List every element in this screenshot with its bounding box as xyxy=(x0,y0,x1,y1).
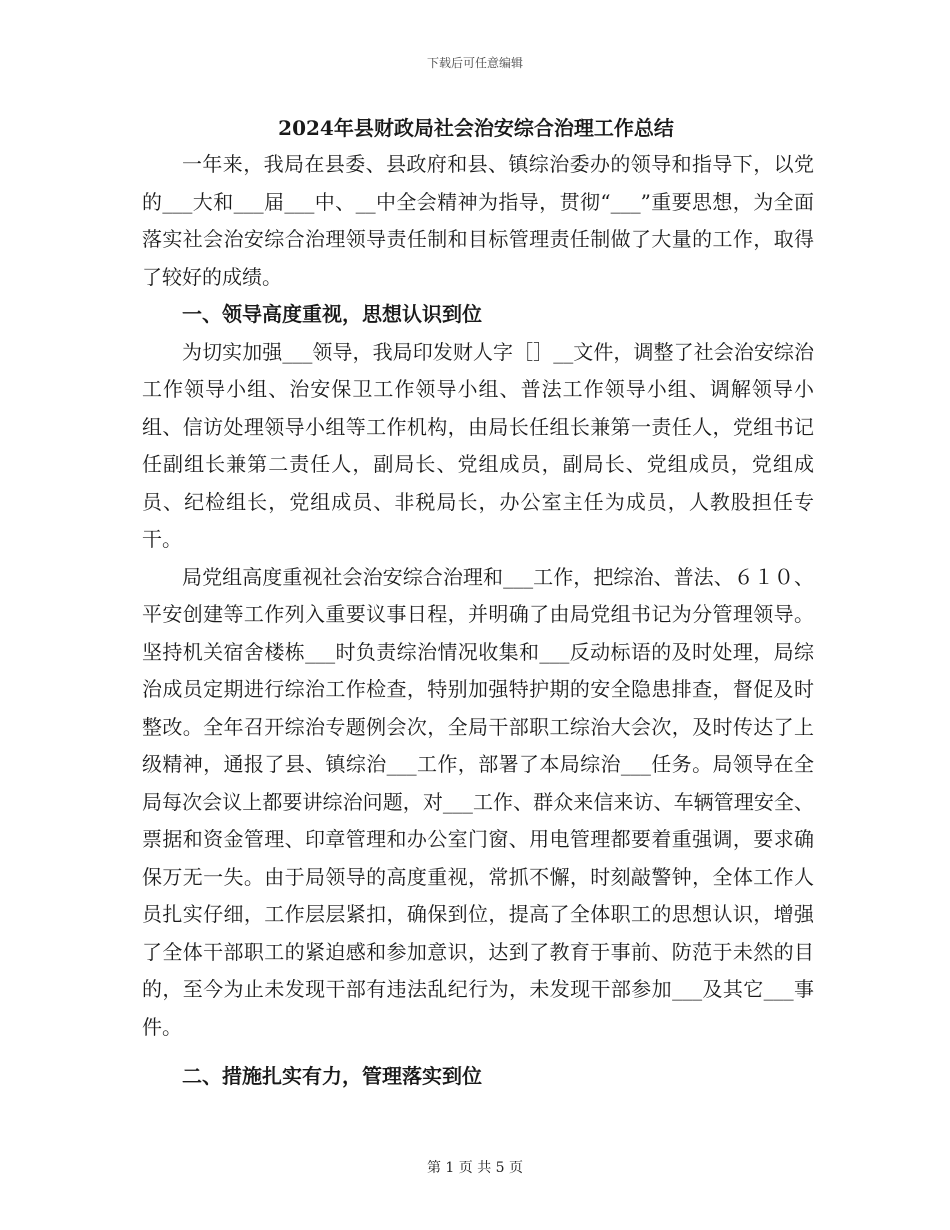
document-body xyxy=(142,146,814,1096)
section-1-paragraph-1: 为切实加强___领导，我局印发财人字［］__文件，调整了社会治安综治工作领导小组、治安保卫工作领导小组、普法工作领导小组、调解领导小组、信访处理领导小组等工作机构，由局长任组长兼第一责任人，党组书记任副组长兼第二责任人，副局长、党组成员，副局长、党组成员，党组成员、纪检组长，党组成员、非税局长，办公室主任为成员，人教股担任专干。 xyxy=(142,339,814,551)
section-2-heading: 二、措施扎实有力，管理落实到位 xyxy=(182,1064,482,1088)
section-1-paragraph-2: 局党组高度重视社会治安综合治理和___工作，把综治、普法、６１０、平安创建等工作列入重要议事日程，并明确了由局党组书记为分管理领导。坚持机关宿舍楼栋___时负责综治情况收集和___反动标语的及时处理，局综治成员定期进行综治工作检查，特别加强特护期的安全隐患排查，督促及时整改。全年召开综治专题例会次，全局干部职工综治大会次，及时传达了上级精神，通报了县、镇综治___工作，部署了本局综治___任务。局领导在全局每次会议上都要讲综治问题，对___工作、群众来信来访、车辆管理安全、票据和资金管理、印章管理和办公室门窗、用电管理都要着重强调，要求确保万无一失。由于局领导的高度重视，常抓不懈，时刻敲警钟，全体工作人员扎实仔细，工作层层紧扣，确保到位，提高了全体职工的思想认识，增强了全体干部职工的紧迫感和参加意识，达到了教育于事前、防范于未然的目的，至今为止未发现干部有违法乱纪行为，未发现干部参加___及其它___事件。 xyxy=(142,564,814,1039)
intro-paragraph: 一年来，我局在县委、县政府和县、镇综治委办的领导和指导下，以党的___大和___届___中、__中全会精神为指导，贯彻“___”重要思想，为全面落实社会治安综合治理领导责任制和目标管理责任制做了大量的工作，取得了较好的成绩。 xyxy=(142,152,814,289)
document-title: 2024年县财政局社会治安综合治理工作总结 xyxy=(278,116,674,140)
page-number: 第 1 页 共 5 页 xyxy=(426,1160,524,1176)
section-1-heading: 一、领导高度重视，思想认识到位 xyxy=(182,302,482,326)
header-note: 下载后可任意编辑 xyxy=(426,56,523,70)
